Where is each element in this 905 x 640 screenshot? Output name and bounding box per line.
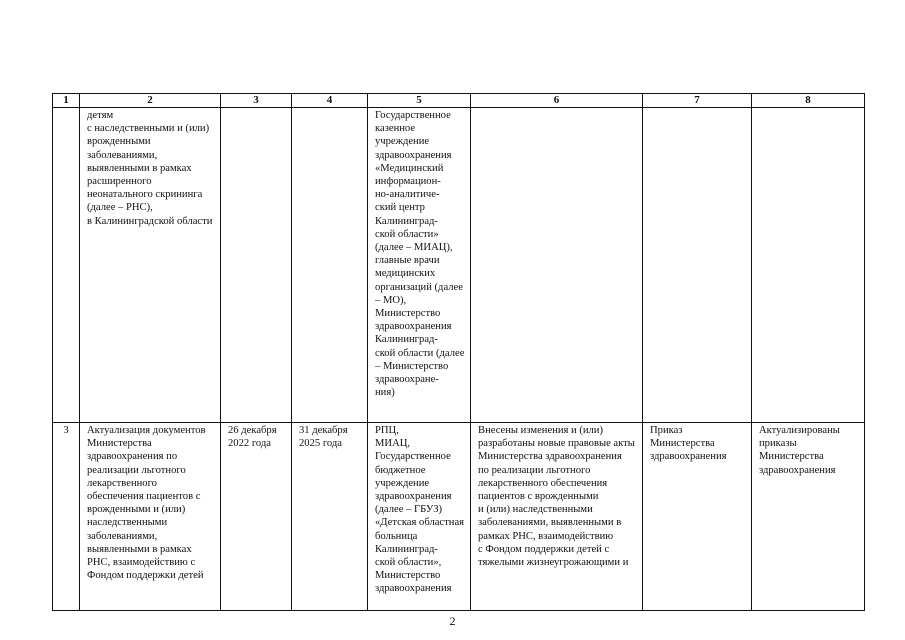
- activity-cell: детям с наследственными и (или) врожденными заболеваниями, выявленными в рамках расширенного неонатального скрининга (далее – РНС), в Калининградской области: [80, 108, 221, 423]
- column-number-2: 2: [80, 94, 221, 108]
- column-number-5: 5: [368, 94, 471, 108]
- activity-cell: Актуализация документов Министерства здравоохранения по реализации льготного лекарственного обеспечения пациентов с врожденными и (или) наследственными заболеваниями, выявленными в рамках РНС, взаимодействию с Фондом поддержки детей: [80, 423, 221, 611]
- end-date-cell: [292, 108, 368, 423]
- page-number: 2: [449, 614, 456, 628]
- result-cell: Внесены изменения и (или) разработаны новые правовые акты Министерства здравоохранения по реализации льготного лекарственного обеспечения пациентов с врожденными и (или) наследственными заболеваниями, выявленными в рамках РНС, взаимодействию с Фондом поддержки детей с тяжелыми жизнеугрожающими и: [471, 423, 643, 611]
- end-date-cell: 31 декабря 2025 года: [292, 423, 368, 611]
- result-cell: [471, 108, 643, 423]
- indicator-cell: Актуализированы приказы Министерства здравоохранения: [752, 423, 865, 611]
- column-number-8: 8: [752, 94, 865, 108]
- table-header-row: [53, 94, 865, 108]
- column-number-3: 3: [221, 94, 292, 108]
- document-type-cell: Приказ Министерства здравоохранения: [643, 423, 752, 611]
- row-number-cell: 3: [53, 423, 80, 611]
- table-row: [53, 108, 865, 423]
- plan-table: [52, 93, 865, 611]
- column-number-4: 4: [292, 94, 368, 108]
- responsible-cell: Государственное казенное учреждение здравоохранения «Медицинский информацион- но-аналитиче- ский центр Калининград- ской области» (далее – МИАЦ), главные врачи медицинских организаций (далее – МО), Министерство здравоохранения Калининград- ской области (далее – Министерство здравоохране- ния): [368, 108, 471, 423]
- column-number-1: 1: [53, 94, 80, 108]
- start-date-cell: [221, 108, 292, 423]
- column-number-6: 6: [471, 94, 643, 108]
- start-date-cell: 26 декабря 2022 года: [221, 423, 292, 611]
- table-row: [53, 423, 865, 611]
- document-type-cell: [643, 108, 752, 423]
- indicator-cell: [752, 108, 865, 423]
- responsible-cell: РПЦ, МИАЦ, Государственное бюджетное учреждение здравоохранения (далее – ГБУЗ) «Детская областная больница Калининград- ской области», Министерство здравоохранения: [368, 423, 471, 611]
- row-number-cell: [53, 108, 80, 423]
- column-number-7: 7: [643, 94, 752, 108]
